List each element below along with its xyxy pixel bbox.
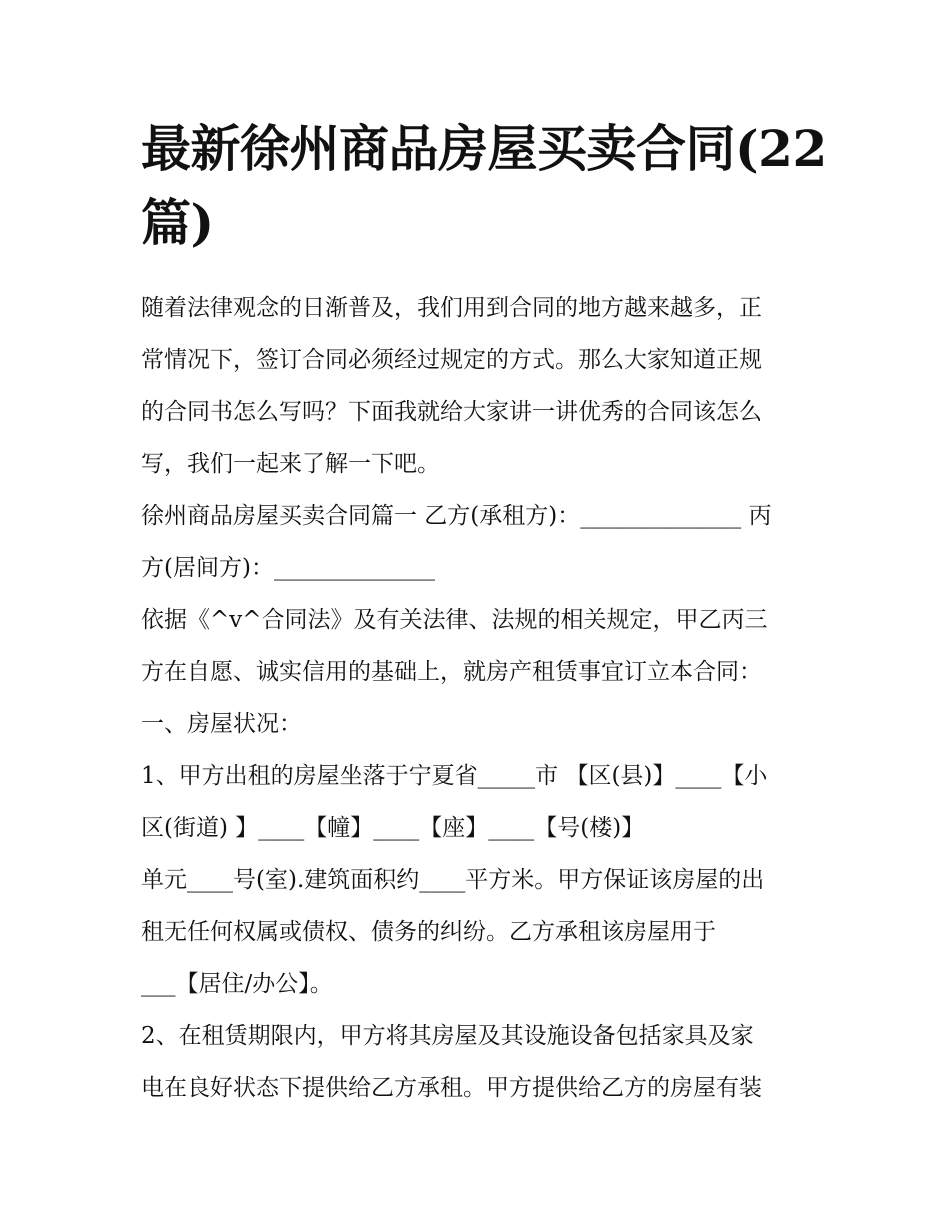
text-line: 区(街道) 】____【幢】____【座】____【号(楼)】 [141, 815, 645, 841]
title-line: 篇) [141, 193, 214, 252]
text-line: 依据《^v^合同法》及有关法律、法规的相关规定，甲乙丙三 [141, 607, 768, 633]
text-line: 方(居间方)：______________ [141, 555, 435, 581]
text-line: 2、在租赁期限内，甲方将其房屋及其设施设备包括家具及家 [141, 1023, 754, 1049]
text-line: 单元____号(室).建筑面积约____平方米。甲方保证该房屋的出 [141, 867, 765, 893]
lease-period-paragraph [141, 1010, 821, 1114]
contract-parties-paragraph [141, 490, 821, 594]
section-heading-house-status [141, 698, 821, 750]
text-line: 租无任何权属或债权、债务的纠纷。乙方承租该房屋用于 [141, 919, 716, 945]
text-line: 的合同书怎么写吗？下面我就给大家讲一讲优秀的合同该怎么 [141, 399, 762, 425]
document-title [141, 112, 827, 260]
text-line: 电在良好状态下提供给乙方承租。甲方提供给乙方的房屋有装 [141, 1075, 762, 1101]
text-line: 徐州商品房屋买卖合同篇一 乙方(承租方)：______________ 丙 [141, 503, 772, 529]
house-location-paragraph [141, 750, 821, 1010]
title-line: 最新徐州商品房屋买卖合同(22 [141, 119, 827, 178]
legal-basis-paragraph [141, 594, 821, 698]
text-line: 写，我们一起来了解一下吧。 [141, 451, 440, 477]
text-line: 随着法律观念的日渐普及，我们用到合同的地方越来越多，正 [141, 295, 762, 321]
text-line: 方在自愿、诚实信用的基础上，就房产租赁事宜订立本合同： [141, 659, 762, 685]
text-line: ___【居住/办公】。 [141, 971, 333, 997]
document-content [141, 112, 827, 1114]
text-line: 1、甲方出租的房屋坐落于宁夏省_____市 【区(县)】____【小 [141, 763, 768, 789]
intro-paragraph [141, 282, 821, 490]
text-line: 一、房屋状况： [141, 711, 302, 737]
document-body [141, 282, 821, 1114]
text-line: 常情况下，签订合同必须经过规定的方式。那么大家知道正规 [141, 347, 762, 373]
